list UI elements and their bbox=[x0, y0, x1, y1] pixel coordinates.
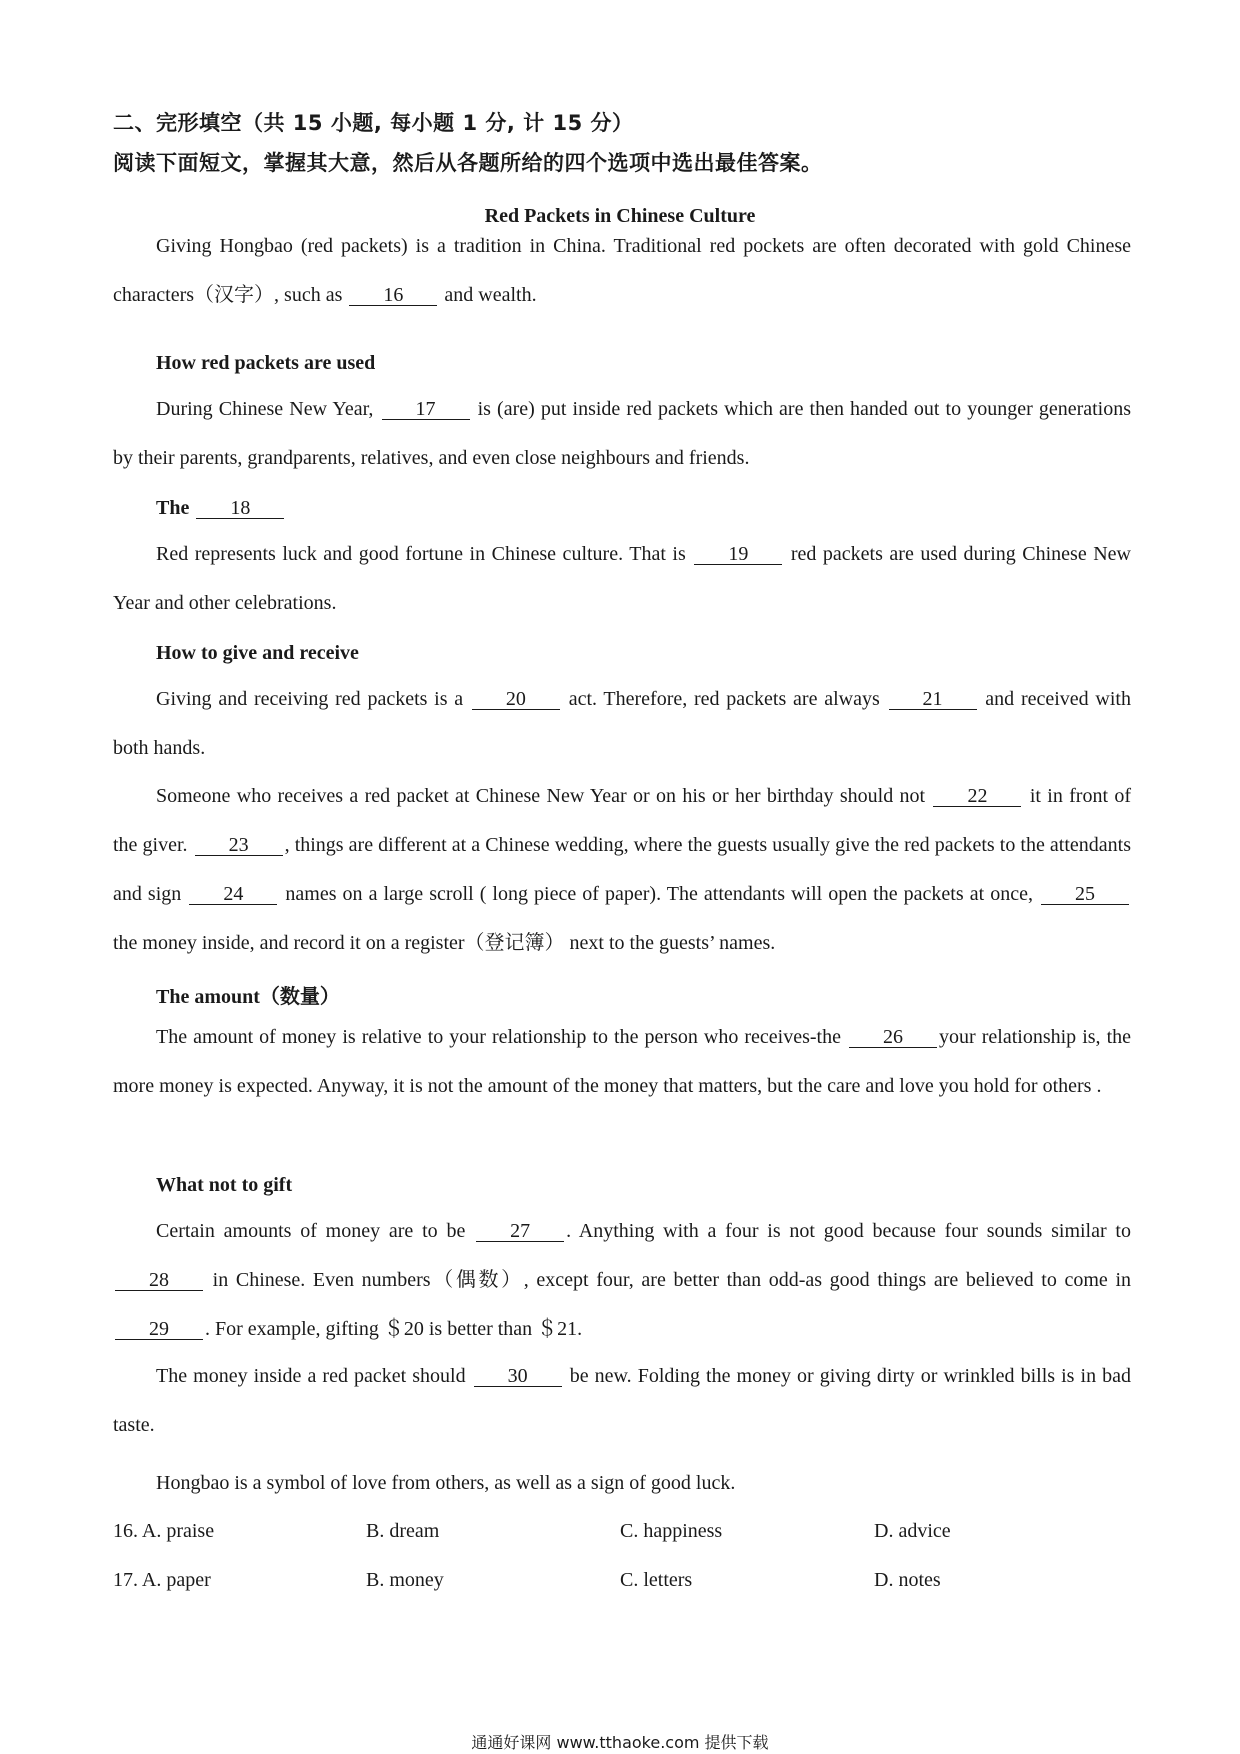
blank-21: 21 bbox=[889, 689, 977, 710]
blank-28: 28 bbox=[115, 1270, 203, 1291]
section-header: 二、完形填空（共 15 小题, 每小题 1 分, 计 15 分） bbox=[113, 111, 634, 135]
heading-amount: The amount（数量） bbox=[156, 986, 340, 1008]
option-17-d[interactable]: D. notes bbox=[874, 1569, 941, 1591]
blank-24: 24 bbox=[189, 884, 277, 905]
blank-27: 27 bbox=[476, 1221, 564, 1242]
question-17-options bbox=[113, 1569, 1131, 1597]
instruction: 阅读下面短文，掌握其大意，然后从各题所给的四个选项中选出最佳答案。 bbox=[113, 151, 823, 175]
option-16-c[interactable]: C. happiness bbox=[620, 1520, 723, 1542]
option-16-b[interactable]: B. dream bbox=[366, 1520, 440, 1542]
option-17-c[interactable]: C. letters bbox=[620, 1569, 693, 1591]
paragraph-not-gift: Certain amounts of money are to be 27 . Anything with a four is not good because four sounds similar to 28 in Chinese. Even numbers（偶数）, except four, are better than odd-as good things are believed to come in 29 . For example, gifting ＄20 is better than ＄21. bbox=[113, 1207, 1131, 1354]
option-16-a[interactable]: 16. A. praise bbox=[113, 1520, 215, 1542]
heading-how-give: How to give and receive bbox=[156, 642, 359, 664]
paragraph-color: Red represents luck and good fortune in Chinese culture. That is 19 red packets are used during Chinese New Year and other celebrations. bbox=[113, 543, 1132, 614]
paragraph-used: During Chinese New Year, 17 is (are) put inside red packets which are then handed out to younger generations by their parents, grandparents, relatives, and even close neighbours and friends. bbox=[113, 398, 1132, 469]
paragraph-receive: Someone who receives a red packet at Chinese New Year or on his or her birthday should not 22 it in front of the giver. 23 , things are different at a Chinese wedding, where the guests usually give the red packets to the attendants and sign 24 names on a large scroll ( long piece of paper). The attendants will open the packets at once, 25 the money inside, and record it on a register（登记簿） next to the guests’ names. bbox=[113, 785, 1132, 954]
blank-23: 23 bbox=[195, 835, 283, 856]
heading-the: The 18 bbox=[156, 497, 286, 520]
footer-source: 通通好课网 www.tthaoke.com 提供下载 bbox=[471, 1733, 769, 1752]
blank-22: 22 bbox=[933, 786, 1021, 807]
paragraph-intro: Giving Hongbao (red packets) is a tradition in China. Traditional red pockets are often decorated with gold Chinese characters（汉字）, such as 16 and wealth. bbox=[113, 235, 1131, 306]
option-17-b[interactable]: B. money bbox=[366, 1569, 444, 1591]
heading-how-used: How red packets are used bbox=[156, 352, 376, 374]
passage-title: Red Packets in Chinese Culture bbox=[484, 205, 756, 227]
blank-20: 20 bbox=[472, 689, 560, 710]
blank-17: 17 bbox=[382, 399, 470, 420]
blank-30: 30 bbox=[474, 1366, 562, 1387]
blank-25: 25 bbox=[1041, 884, 1129, 905]
heading-what-not: What not to gift bbox=[156, 1174, 293, 1196]
paragraph-amount: The amount of money is relative to your relationship to the person who receives-the 26 your relationship is, the more money is expected. Anyway, it is not the amount of the money that matters, but the care and love you hold for others . bbox=[113, 1026, 1132, 1097]
blank-19: 19 bbox=[694, 544, 782, 565]
blank-26: 26 bbox=[849, 1027, 937, 1048]
blank-29: 29 bbox=[115, 1319, 203, 1340]
option-17-a[interactable]: 17. A. paper bbox=[113, 1569, 211, 1591]
blank-18: 18 bbox=[196, 498, 284, 519]
paragraph-give: Giving and receiving red packets is a 20 act. Therefore, red packets are always 21 and received with both hands. bbox=[113, 688, 1131, 759]
question-16-options bbox=[113, 1520, 1131, 1548]
option-16-d[interactable]: D. advice bbox=[874, 1520, 951, 1542]
blank-16: 16 bbox=[349, 285, 437, 306]
paragraph-money: The money inside a red packet should 30 be new. Folding the money or giving dirty or wrinkled bills is in bad taste. bbox=[113, 1365, 1132, 1436]
paragraph-closing: Hongbao is a symbol of love from others, as well as a sign of good luck. bbox=[156, 1472, 736, 1494]
